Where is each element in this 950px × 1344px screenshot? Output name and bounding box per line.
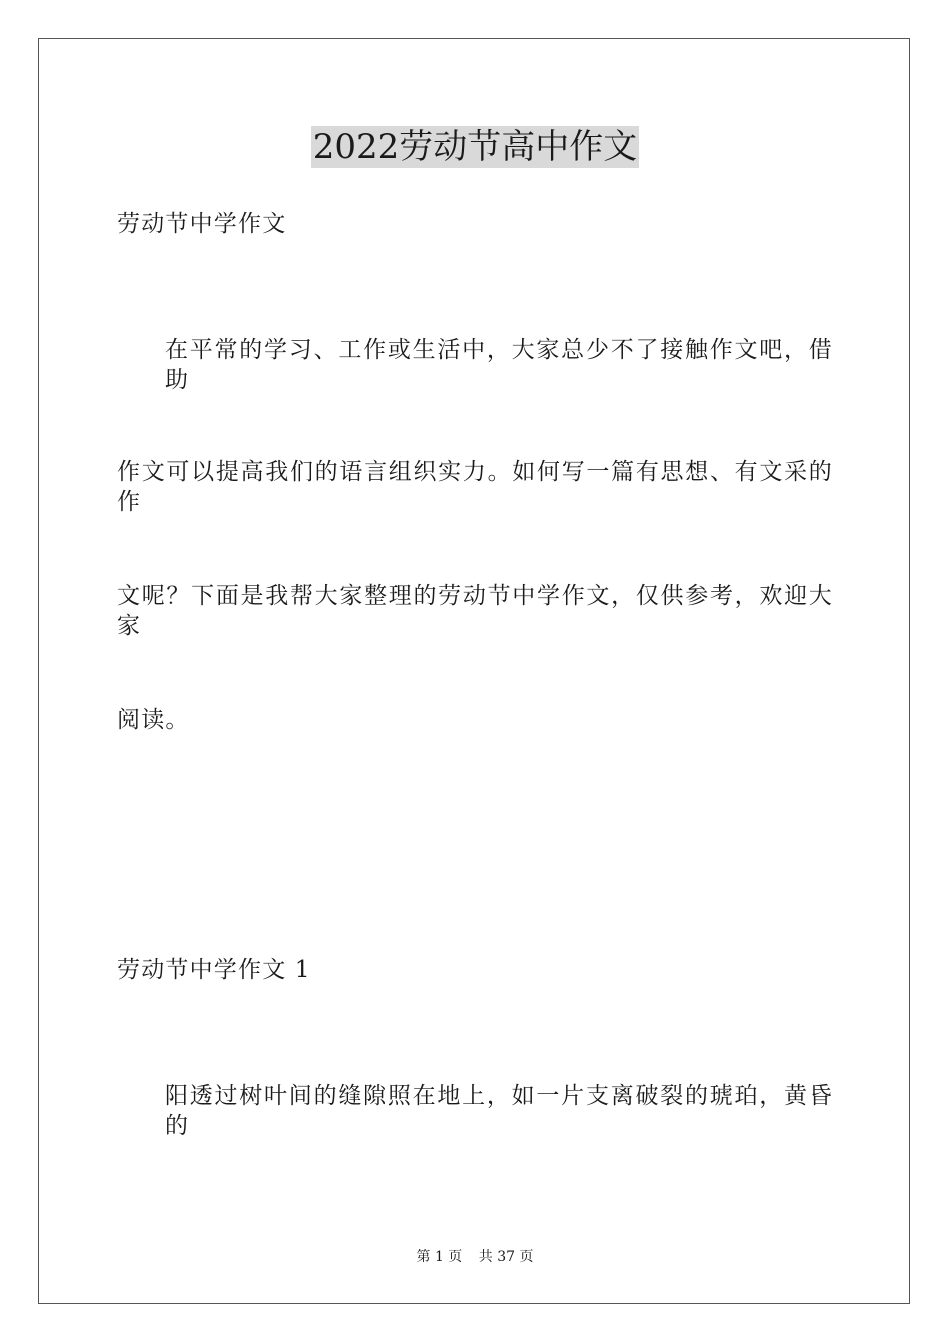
section-heading: 劳动节中学作文 1 bbox=[117, 957, 311, 983]
paragraph-line: 文呢？下面是我帮大家整理的劳动节中学作文，仅供参考，欢迎大家 bbox=[117, 583, 833, 639]
page-number: 第 1 页 bbox=[416, 1249, 463, 1265]
document-title: 2022劳动节高中作文 bbox=[312, 127, 638, 167]
title-container bbox=[0, 126, 950, 168]
paragraph-line: 作文可以提高我们的语言组织实力。如何写一篇有思想、有文采的作 bbox=[117, 459, 833, 515]
page-footer bbox=[0, 1248, 950, 1266]
paragraph-line: 在平常的学习、工作或生活中，大家总少不了接触作文吧，借助 bbox=[165, 337, 833, 393]
page-total: 共 37 页 bbox=[478, 1249, 534, 1265]
paragraph-line: 阅读。 bbox=[117, 707, 190, 733]
paragraph-line: 阳透过树叶间的缝隙照在地上，如一片支离破裂的琥珀，黄昏的 bbox=[165, 1083, 833, 1139]
section-heading: 劳动节中学作文 bbox=[117, 211, 287, 237]
